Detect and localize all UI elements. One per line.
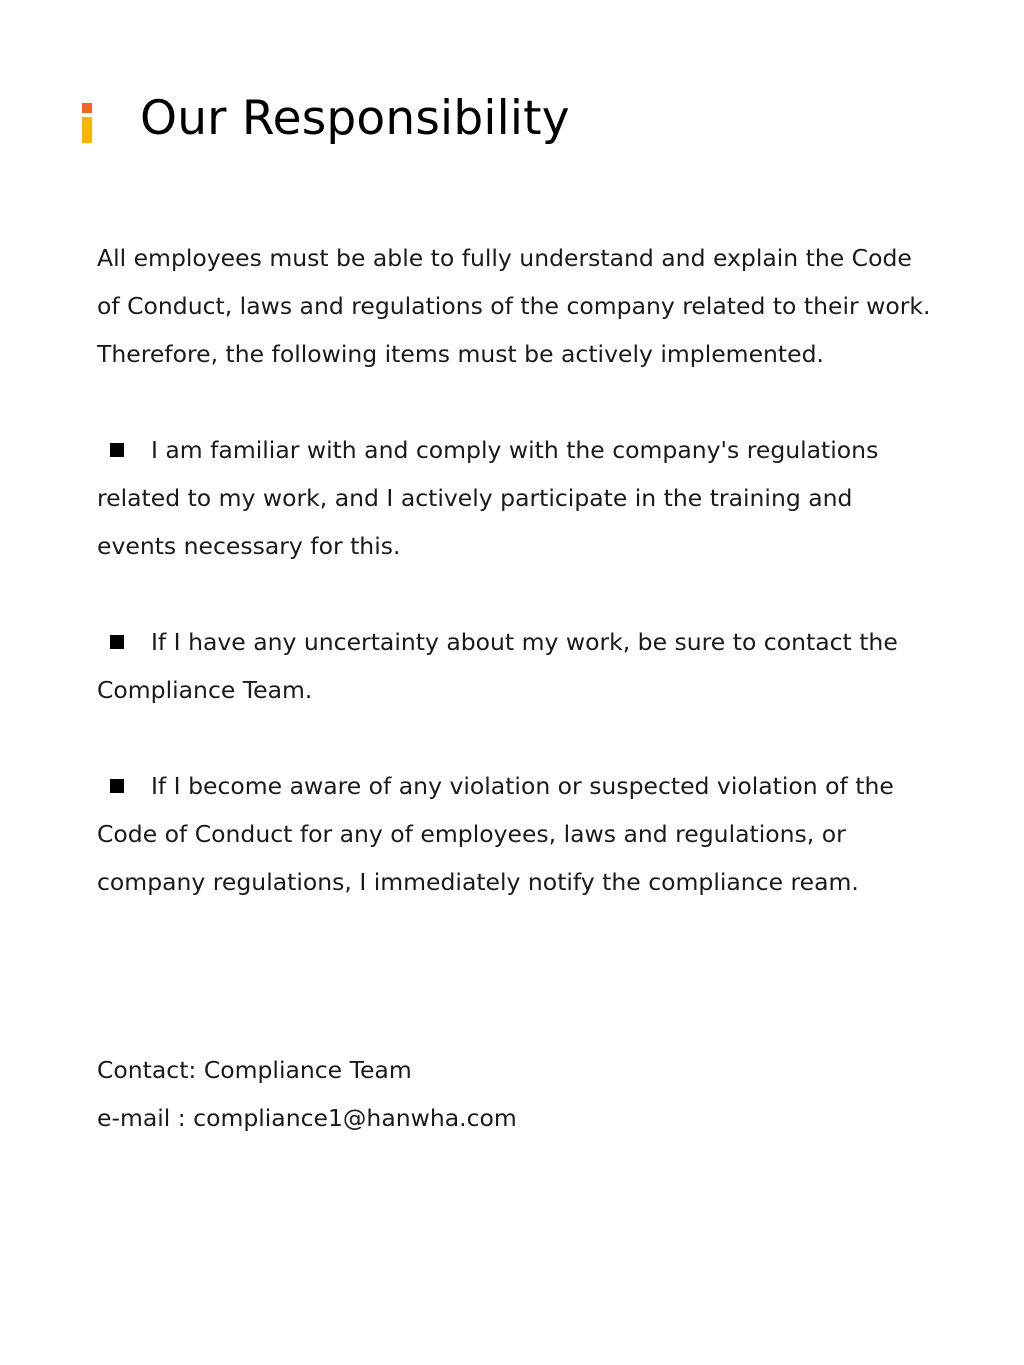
bullet-item: [97, 618, 937, 714]
body-text: [97, 234, 937, 906]
spacer: [97, 714, 937, 762]
intro-paragraph: All employees must be able to fully understand and explain the Code of Conduct, laws and regulations of the company related to their work.: [97, 244, 931, 320]
info-i-icon: [80, 95, 92, 143]
contact-block: [97, 1046, 517, 1142]
info-icon-dot: [82, 103, 92, 113]
spacer: [97, 570, 937, 618]
bullet-text: I am familiar with and comply with the company's regulations related to my work, and I actively participate in the training and events necessary for this.: [97, 436, 879, 560]
title-row: [80, 84, 570, 154]
spacer: [97, 378, 937, 426]
square-bullet-icon: [110, 779, 124, 793]
page-title: Our Responsibility: [140, 91, 570, 146]
intro-paragraph: Therefore, the following items must be actively implemented.: [97, 340, 824, 368]
bullet-text: If I have any uncertainty about my work, be sure to contact the Compliance Team.: [97, 628, 898, 704]
square-bullet-icon: [110, 635, 124, 649]
square-bullet-icon: [110, 443, 124, 457]
bullet-item: [97, 762, 937, 906]
contact-line: Contact: Compliance Team: [97, 1056, 412, 1084]
contact-email[interactable]: e-mail : compliance1@hanwha.com: [97, 1104, 517, 1132]
bullet-item: [97, 426, 937, 570]
bullet-text: If I become aware of any violation or suspected violation of the Code of Conduct for any of employees, laws and regulations, or company regulations, I immediately notify the compliance ream.: [97, 772, 894, 896]
info-icon-stem: [82, 117, 92, 143]
